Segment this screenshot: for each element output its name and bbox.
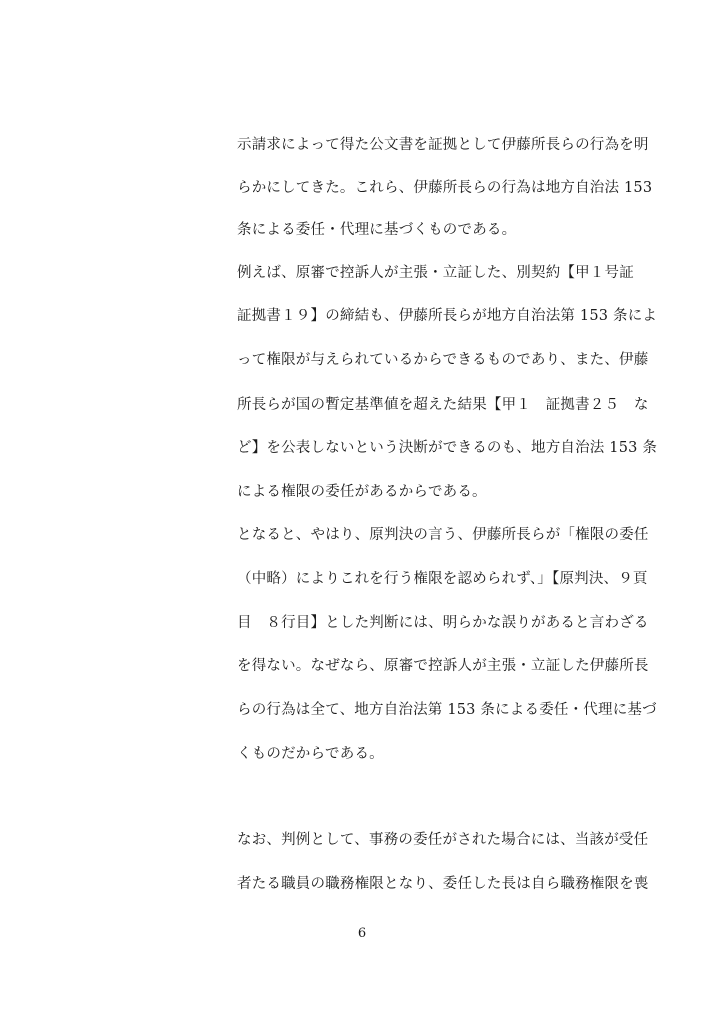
text-line: 条による委任・代理に基づくものである。 xyxy=(237,222,517,238)
text-line: ど】を公表しないという決断ができるのも、地方自治法 153 条 xyxy=(237,440,658,456)
text-line: らかにしてきた。これら、伊藤所長らの行為は地方自治法 153 xyxy=(237,180,653,196)
text-line: って権限が与えられているからできるものであり、また、伊藤 xyxy=(237,352,649,368)
text-line: 示請求によって得た公文書を証拠として伊藤所長らの行為を明 xyxy=(237,137,649,153)
text-line: による権限の委任があるからである。 xyxy=(237,484,487,500)
text-line: となると、やはり、原判決の言う、伊藤所長らが「権限の委任 xyxy=(237,527,649,543)
text-line: 目 ８行目】とした判断には、明らかな誤りがあると言わざる xyxy=(237,615,649,631)
text-line: らの行為は全て、地方自治法第 153 条による委任・代理に基づ xyxy=(237,702,657,718)
text-line: なお、判例として、事務の委任がされた場合には、当該が受任 xyxy=(237,832,649,848)
text-line: くものだからである。 xyxy=(237,746,384,762)
text-line: 証拠書１９】の締結も、伊藤所長らが地方自治法第 153 条によ xyxy=(237,308,658,324)
text-line: を得ない。なぜなら、原審で控訴人が主張・立証した伊藤所長 xyxy=(237,658,649,674)
text-line: 者たる職員の職務権限となり、委任した長は自ら職務権限を喪 xyxy=(237,876,649,892)
text-line: 例えば、原審で控訴人が主張・立証した、別契約【甲１号証 xyxy=(237,265,634,281)
page-number: 6 xyxy=(357,926,367,941)
text-line: 所長らが国の暫定基準値を超えた結果【甲１ 証拠書２５ な xyxy=(237,397,649,413)
text-line: （中略）によりこれを行う権限を認められず、」【原判決、９頁 xyxy=(237,571,648,587)
